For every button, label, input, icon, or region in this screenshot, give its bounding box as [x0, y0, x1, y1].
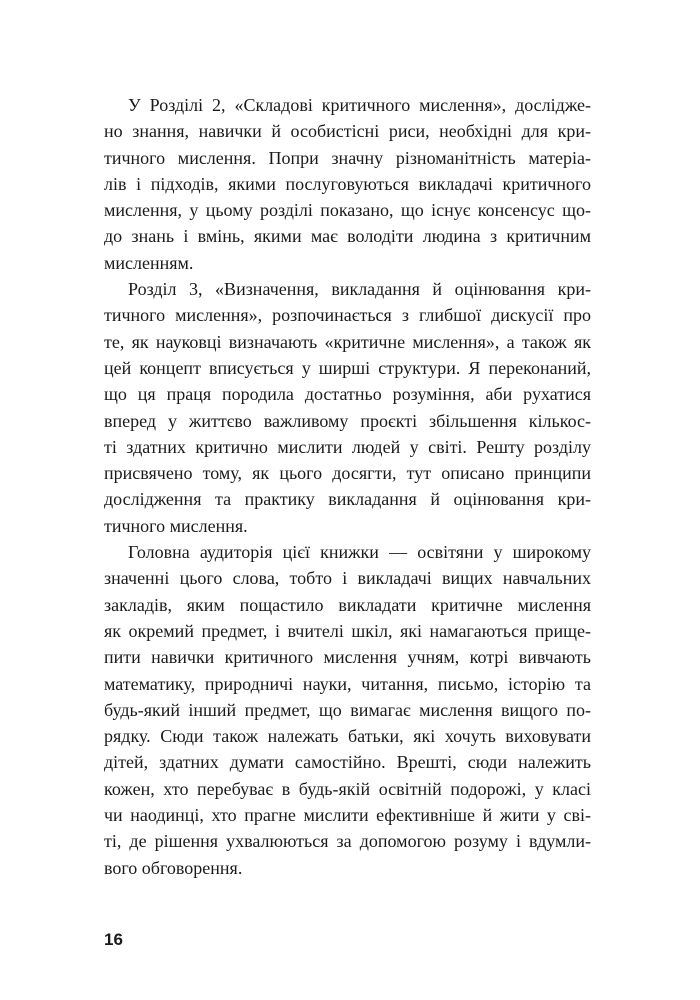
- paragraph-chapter-3: [104, 276, 591, 539]
- text-line: ті, де рішення ухвалюються за допомогою розуму і вдумли-: [104, 831, 591, 852]
- text-line: пити навички критичного мислення учням, котрі вивчають: [104, 647, 591, 668]
- text-line: тичного мислення.: [104, 515, 248, 536]
- text-line: тичного мислення», розпочинається з глибшої дискусії про: [104, 305, 591, 326]
- text-line: як окремий предмет, і вчителі шкіл, які намагаються прище-: [104, 620, 591, 641]
- text-line: закладів, яким пощастило викладати критичне мислення: [104, 594, 591, 615]
- text-line: дітей, здатних думати самостійно. Врешті, сюди належить: [104, 752, 591, 773]
- page-number: 16: [104, 930, 123, 949]
- text-line: ті здатних критично мислити людей у світі. Решту розділу: [104, 436, 591, 457]
- text-line: те, як науковці визначають «критичне мислення», а також як: [104, 331, 591, 352]
- paragraph-audience: [104, 539, 591, 881]
- text-line: мисленням.: [104, 252, 194, 273]
- text-line: рядку. Сюди також належать батьки, які хочуть виховувати: [104, 726, 591, 747]
- paragraph-chapter-2: [104, 92, 591, 276]
- text-line: мислення, у цьому розділі показано, що існує консенсус що-: [104, 200, 591, 221]
- text-line: до знань і вмінь, якими має володіти людина з критичним: [104, 226, 591, 247]
- text-line: що ця праця породила достатньо розуміння, аби рухатися: [104, 384, 591, 405]
- text-line: цей концепт вписується у ширші структури. Я переконаний,: [104, 357, 591, 378]
- text-line: будь-який інший предмет, що вимагає мислення вищого по-: [104, 699, 591, 720]
- body-text: [104, 92, 591, 881]
- text-line: Розділ 3, «Визначення, викладання й оцінювання кри-: [128, 279, 591, 300]
- text-line: тичного мислення. Попри значну різноманітність матеріа-: [104, 147, 591, 168]
- text-line: значенні цього слова, тобто і викладачі вищих навчальних: [104, 568, 591, 589]
- text-line: вперед у життєво важливому проєкті збільшення кількос-: [104, 410, 591, 431]
- text-line: Головна аудиторія цієї книжки — освітяни у широкому: [128, 542, 591, 563]
- text-line: кожен, хто перебуває в будь-якій освітній подорожі, у класі: [104, 778, 591, 799]
- text-line: лів і підходів, якими послуговуються викладачі критичного: [104, 173, 591, 194]
- text-line: вого обговорення.: [104, 857, 243, 878]
- text-line: но знання, навички й особистісні риси, необхідні для кри-: [104, 121, 591, 142]
- text-line: дослідження та практику викладання й оцінювання кри-: [104, 489, 591, 510]
- text-line: чи наодинці, хто прагне мислити ефективніше й жити у сві-: [104, 805, 591, 826]
- text-line: математику, природничі науки, читання, письмо, історію та: [104, 673, 591, 694]
- text-line: присвячено тому, як цього досягти, тут описано принципи: [104, 463, 591, 484]
- text-line: У Розділі 2, «Складові критичного мислення», дослідже-: [128, 95, 591, 115]
